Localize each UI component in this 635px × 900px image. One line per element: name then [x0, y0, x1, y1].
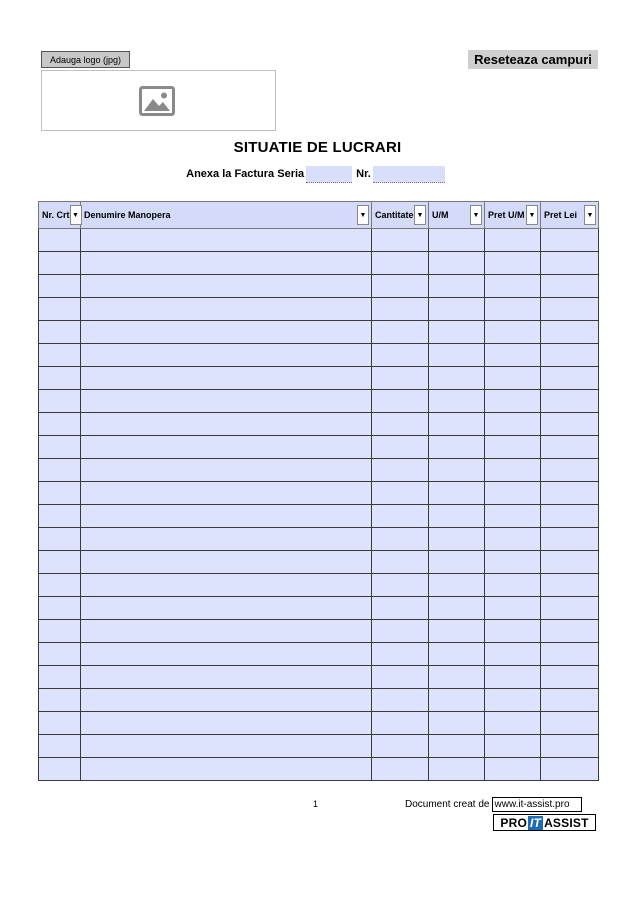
- table-cell-input[interactable]: [541, 620, 599, 643]
- table-cell-input[interactable]: [81, 551, 372, 574]
- table-cell-input[interactable]: [485, 413, 541, 436]
- credit-link[interactable]: www.it-assist.pro: [492, 797, 582, 812]
- table-cell-input[interactable]: [541, 597, 599, 620]
- table-cell-input[interactable]: [485, 574, 541, 597]
- table-cell-input[interactable]: [39, 436, 81, 459]
- table-cell-input[interactable]: [81, 275, 372, 298]
- table-cell-input[interactable]: [372, 574, 429, 597]
- table-row: [39, 689, 599, 712]
- table-cell-input[interactable]: [372, 321, 429, 344]
- brand-left: PRO: [500, 815, 527, 830]
- table-cell-input[interactable]: [429, 229, 485, 252]
- table-cell-input[interactable]: [541, 252, 599, 275]
- column-header[interactable]: [81, 202, 372, 229]
- table-cell-input[interactable]: [372, 712, 429, 735]
- table-cell-input[interactable]: [429, 413, 485, 436]
- table-cell-input[interactable]: [39, 482, 81, 505]
- table-cell-input[interactable]: [81, 666, 372, 689]
- table-cell-input[interactable]: [81, 298, 372, 321]
- dropdown-arrow-icon[interactable]: ▼: [357, 205, 369, 225]
- table-cell-input[interactable]: [429, 321, 485, 344]
- table-cell-input[interactable]: [485, 252, 541, 275]
- brand-mid: IT: [529, 815, 542, 830]
- document-credit: [405, 797, 582, 812]
- table-cell-input[interactable]: [429, 643, 485, 666]
- table-cell-input[interactable]: [485, 666, 541, 689]
- table-cell-input[interactable]: [429, 666, 485, 689]
- table-row: [39, 528, 599, 551]
- table-cell-input[interactable]: [81, 712, 372, 735]
- table-cell-input[interactable]: [39, 712, 81, 735]
- table-cell-input[interactable]: [39, 597, 81, 620]
- table-cell-input[interactable]: [541, 436, 599, 459]
- table-cell-input[interactable]: [541, 643, 599, 666]
- works-table: [38, 201, 599, 781]
- table-cell-input[interactable]: [81, 689, 372, 712]
- table-cell-input[interactable]: [541, 459, 599, 482]
- table-row: [39, 758, 599, 781]
- column-label: U/M: [432, 210, 449, 220]
- table-cell-input[interactable]: [39, 298, 81, 321]
- table-row: [39, 735, 599, 758]
- table-row: [39, 252, 599, 275]
- table-cell-input[interactable]: [429, 275, 485, 298]
- table-cell-input[interactable]: [81, 344, 372, 367]
- table-cell-input[interactable]: [485, 390, 541, 413]
- table-cell-input[interactable]: [429, 298, 485, 321]
- table-cell-input[interactable]: [541, 551, 599, 574]
- table-cell-input[interactable]: [485, 528, 541, 551]
- table-cell-input[interactable]: [485, 275, 541, 298]
- table-cell-input[interactable]: [372, 597, 429, 620]
- table-cell-input[interactable]: [39, 413, 81, 436]
- table-cell-input[interactable]: [372, 482, 429, 505]
- table-cell-input[interactable]: [81, 574, 372, 597]
- column-header[interactable]: [372, 202, 429, 229]
- table-cell-input[interactable]: [485, 712, 541, 735]
- table-cell-input[interactable]: [372, 459, 429, 482]
- table-cell-input[interactable]: [541, 229, 599, 252]
- column-label: Denumire Manopera: [84, 210, 171, 220]
- table-cell-input[interactable]: [372, 275, 429, 298]
- table-cell-input[interactable]: [81, 528, 372, 551]
- reset-fields-button[interactable]: Reseteaza campuri: [468, 50, 598, 69]
- table-cell-input[interactable]: [429, 367, 485, 390]
- table-cell-input[interactable]: [81, 505, 372, 528]
- annex-label: Anexa la Factura Seria: [186, 168, 305, 180]
- table-cell-input[interactable]: [372, 252, 429, 275]
- table-cell-input[interactable]: [39, 505, 81, 528]
- table-cell-input[interactable]: [429, 505, 485, 528]
- table-cell-input[interactable]: [485, 367, 541, 390]
- table-cell-input[interactable]: [81, 482, 372, 505]
- table-cell-input[interactable]: [39, 229, 81, 252]
- table-row: [39, 597, 599, 620]
- invoice-series-field[interactable]: [306, 166, 352, 183]
- table-row: [39, 321, 599, 344]
- table-cell-input[interactable]: [541, 298, 599, 321]
- table-cell-input[interactable]: [485, 482, 541, 505]
- table-row: [39, 229, 599, 252]
- table-row: [39, 666, 599, 689]
- credit-text: Document creat de: [405, 799, 490, 810]
- column-label: Cantitate: [375, 210, 414, 220]
- table-cell-input[interactable]: [81, 367, 372, 390]
- table-cell-input[interactable]: [485, 344, 541, 367]
- table-cell-input[interactable]: [372, 298, 429, 321]
- table-cell-input[interactable]: [39, 735, 81, 758]
- table-cell-input[interactable]: [39, 574, 81, 597]
- table-row: [39, 482, 599, 505]
- table-cell-input[interactable]: [541, 344, 599, 367]
- table-row: [39, 620, 599, 643]
- dropdown-arrow-icon[interactable]: ▼: [470, 205, 482, 225]
- table-cell-input[interactable]: [81, 735, 372, 758]
- table-cell-input[interactable]: [39, 321, 81, 344]
- table-cell-input[interactable]: [39, 620, 81, 643]
- brand-logo: [493, 814, 596, 831]
- table-cell-input[interactable]: [485, 321, 541, 344]
- table-cell-input[interactable]: [372, 643, 429, 666]
- table-cell-input[interactable]: [429, 551, 485, 574]
- table-cell-input[interactable]: [485, 689, 541, 712]
- table-cell-input[interactable]: [485, 758, 541, 781]
- table-cell-input[interactable]: [541, 321, 599, 344]
- table-cell-input[interactable]: [39, 666, 81, 689]
- table-cell-input[interactable]: [372, 551, 429, 574]
- table-cell-input[interactable]: [541, 758, 599, 781]
- table-cell-input[interactable]: [372, 229, 429, 252]
- table-row: [39, 298, 599, 321]
- table-cell-input[interactable]: [81, 229, 372, 252]
- table-row: [39, 275, 599, 298]
- table-cell-input[interactable]: [485, 459, 541, 482]
- table-cell-input[interactable]: [541, 735, 599, 758]
- table-cell-input[interactable]: [39, 344, 81, 367]
- table-cell-input[interactable]: [372, 344, 429, 367]
- table-cell-input[interactable]: [541, 574, 599, 597]
- table-row: [39, 367, 599, 390]
- table-cell-input[interactable]: [429, 574, 485, 597]
- table-cell-input[interactable]: [81, 436, 372, 459]
- column-label: Pret Lei: [544, 210, 578, 220]
- table-cell-input[interactable]: [485, 505, 541, 528]
- column-label: Pret U/M: [488, 210, 525, 220]
- table-cell-input[interactable]: [541, 689, 599, 712]
- table-cell-input[interactable]: [81, 459, 372, 482]
- table-cell-input[interactable]: [485, 298, 541, 321]
- dropdown-arrow-icon[interactable]: ▼: [414, 205, 426, 225]
- brand-right: ASSIST: [544, 815, 589, 830]
- add-logo-button[interactable]: Adauga logo (jpg): [41, 51, 130, 68]
- table-cell-input[interactable]: [485, 643, 541, 666]
- table-cell-input[interactable]: [81, 597, 372, 620]
- table-header-row: [39, 202, 599, 229]
- table-cell-input[interactable]: [39, 528, 81, 551]
- table-cell-input[interactable]: [541, 482, 599, 505]
- table-cell-input[interactable]: [485, 597, 541, 620]
- table-cell-input[interactable]: [372, 735, 429, 758]
- table-cell-input[interactable]: [81, 643, 372, 666]
- table-cell-input[interactable]: [81, 620, 372, 643]
- table-row: [39, 551, 599, 574]
- table-cell-input[interactable]: [541, 413, 599, 436]
- table-row: [39, 436, 599, 459]
- table-cell-input[interactable]: [372, 436, 429, 459]
- table-cell-input[interactable]: [39, 758, 81, 781]
- table-cell-input[interactable]: [429, 252, 485, 275]
- table-cell-input[interactable]: [372, 689, 429, 712]
- table-cell-input[interactable]: [81, 390, 372, 413]
- table-cell-input[interactable]: [485, 551, 541, 574]
- table-cell-input[interactable]: [39, 367, 81, 390]
- table-cell-input[interactable]: [485, 436, 541, 459]
- table-cell-input[interactable]: [541, 666, 599, 689]
- table-cell-input[interactable]: [541, 712, 599, 735]
- table-cell-input[interactable]: [541, 367, 599, 390]
- table-row: [39, 390, 599, 413]
- table-cell-input[interactable]: [485, 620, 541, 643]
- table-cell-input[interactable]: [429, 528, 485, 551]
- table-cell-input[interactable]: [429, 436, 485, 459]
- column-header[interactable]: [485, 202, 541, 229]
- column-header[interactable]: [429, 202, 485, 229]
- table-row: [39, 712, 599, 735]
- table-cell-input[interactable]: [541, 390, 599, 413]
- table-cell-input[interactable]: [429, 758, 485, 781]
- table-cell-input[interactable]: [429, 344, 485, 367]
- table-cell-input[interactable]: [372, 528, 429, 551]
- document-title: SITUATIE DE LUCRARI: [233, 139, 402, 156]
- table-cell-input[interactable]: [39, 689, 81, 712]
- table-cell-input[interactable]: [429, 620, 485, 643]
- table-cell-input[interactable]: [39, 252, 81, 275]
- table-cell-input[interactable]: [429, 689, 485, 712]
- table-cell-input[interactable]: [485, 229, 541, 252]
- table-cell-input[interactable]: [429, 390, 485, 413]
- logo-placeholder[interactable]: [41, 70, 276, 131]
- table-cell-input[interactable]: [372, 413, 429, 436]
- table-cell-input[interactable]: [541, 505, 599, 528]
- dropdown-arrow-icon[interactable]: ▼: [584, 205, 596, 225]
- table-cell-input[interactable]: [81, 413, 372, 436]
- invoice-number-field[interactable]: [373, 166, 445, 183]
- table-row: [39, 574, 599, 597]
- table-cell-input[interactable]: [39, 459, 81, 482]
- table-cell-input[interactable]: [372, 367, 429, 390]
- table-cell-input[interactable]: [372, 758, 429, 781]
- table-cell-input[interactable]: [372, 620, 429, 643]
- image-placeholder-icon: [139, 86, 175, 116]
- page-number: 1: [313, 799, 319, 809]
- table-cell-input[interactable]: [541, 528, 599, 551]
- column-header[interactable]: [39, 202, 81, 229]
- table-cell-input[interactable]: [39, 275, 81, 298]
- table-cell-input[interactable]: [81, 252, 372, 275]
- table-cell-input[interactable]: [372, 390, 429, 413]
- dropdown-arrow-icon[interactable]: ▼: [70, 205, 82, 225]
- table-cell-input[interactable]: [39, 551, 81, 574]
- table-cell-input[interactable]: [81, 758, 372, 781]
- table-cell-input[interactable]: [429, 482, 485, 505]
- table-cell-input[interactable]: [429, 735, 485, 758]
- table-cell-input[interactable]: [429, 459, 485, 482]
- table-cell-input[interactable]: [81, 321, 372, 344]
- column-header[interactable]: [541, 202, 599, 229]
- table-cell-input[interactable]: [485, 735, 541, 758]
- table-row: [39, 505, 599, 528]
- table-row: [39, 643, 599, 666]
- table-cell-input[interactable]: [39, 643, 81, 666]
- table-cell-input[interactable]: [39, 390, 81, 413]
- table-cell-input[interactable]: [372, 505, 429, 528]
- invoice-annex-line: [0, 165, 635, 183]
- table-cell-input[interactable]: [372, 666, 429, 689]
- table-cell-input[interactable]: [541, 275, 599, 298]
- table-cell-input[interactable]: [429, 597, 485, 620]
- column-label: Nr. Crt: [42, 210, 70, 220]
- table-row: [39, 459, 599, 482]
- dropdown-arrow-icon[interactable]: ▼: [526, 205, 538, 225]
- number-label: Nr.: [356, 168, 371, 180]
- table-row: [39, 413, 599, 436]
- table-row: [39, 344, 599, 367]
- table-cell-input[interactable]: [429, 712, 485, 735]
